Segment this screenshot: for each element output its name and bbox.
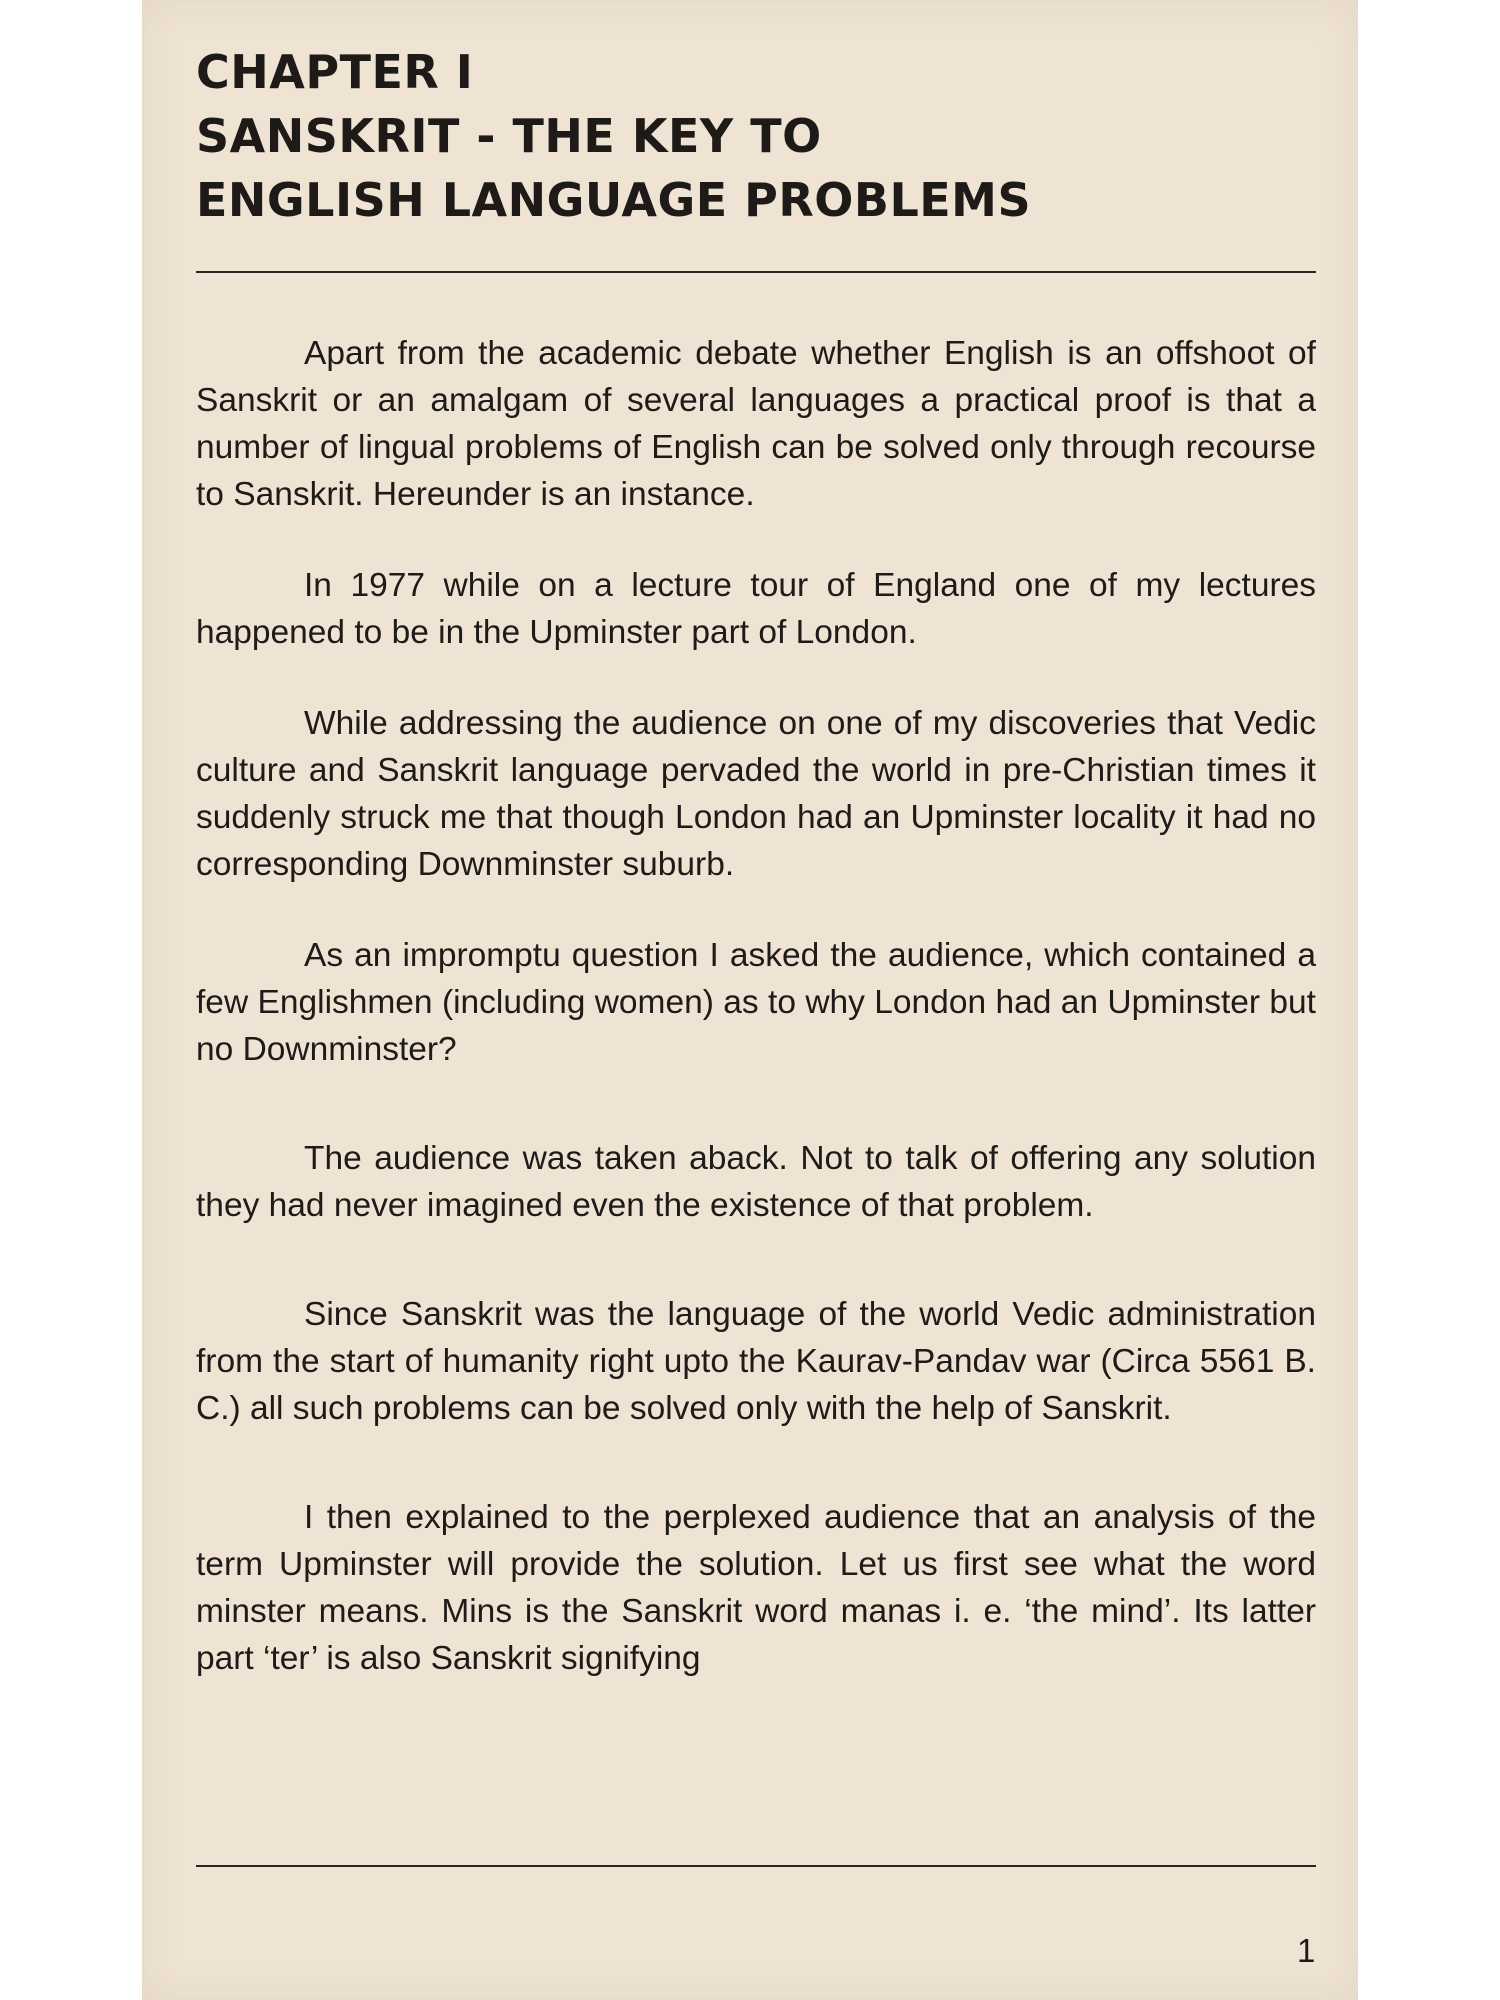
footer-divider — [196, 1865, 1316, 1867]
paragraph-4: As an impromptu question I asked the audience, which contained a few Englishmen (including women) as to why London had an Upminster but no Downminster? — [196, 937, 1316, 1068]
page-number: 1 — [1297, 1932, 1316, 1969]
paragraph-7: I then explained to the perplexed audience that an analysis of the term Upminster will provide the solution. Let us first see what the word minster means. Mins is the Sanskrit word manas i. e. ‘the mind’. Its latter part ‘ter’ is also Sanskrit signifying — [196, 1499, 1316, 1677]
chapter-heading — [196, 40, 1296, 232]
chapter-title-line-1: SANSKRIT - THE KEY TO — [196, 109, 822, 163]
paragraph-5: The audience was taken aback. Not to talk of offering any solution they had never imagined even the existence of that problem. — [196, 1140, 1316, 1224]
paragraph-3: While addressing the audience on one of my discoveries that Vedic culture and Sanskrit language pervaded the world in pre-Christian times it suddenly struck me that though London had an Upminster locality it had no corresponding Downminster suburb. — [196, 705, 1316, 883]
book-page — [142, 0, 1358, 2000]
chapter-body — [196, 330, 1316, 1682]
chapter-number: CHAPTER I — [196, 45, 474, 99]
chapter-title-line-2: ENGLISH LANGUAGE PROBLEMS — [196, 173, 1032, 227]
paragraph-2: In 1977 while on a lecture tour of England one of my lectures happened to be in the Upminster part of London. — [196, 567, 1316, 651]
heading-divider — [196, 271, 1316, 273]
paragraph-6: Since Sanskrit was the language of the world Vedic administration from the start of humanity right upto the Kaurav-Pandav war (Circa 5561 B. C.) all such problems can be solved only with the help of Sanskrit. — [196, 1296, 1316, 1427]
paragraph-1: Apart from the academic debate whether English is an offshoot of Sanskrit or an amalgam of several languages a practical proof is that a number of lingual problems of English can be solved only through recourse to Sanskrit. Hereunder is an instance. — [196, 335, 1316, 513]
